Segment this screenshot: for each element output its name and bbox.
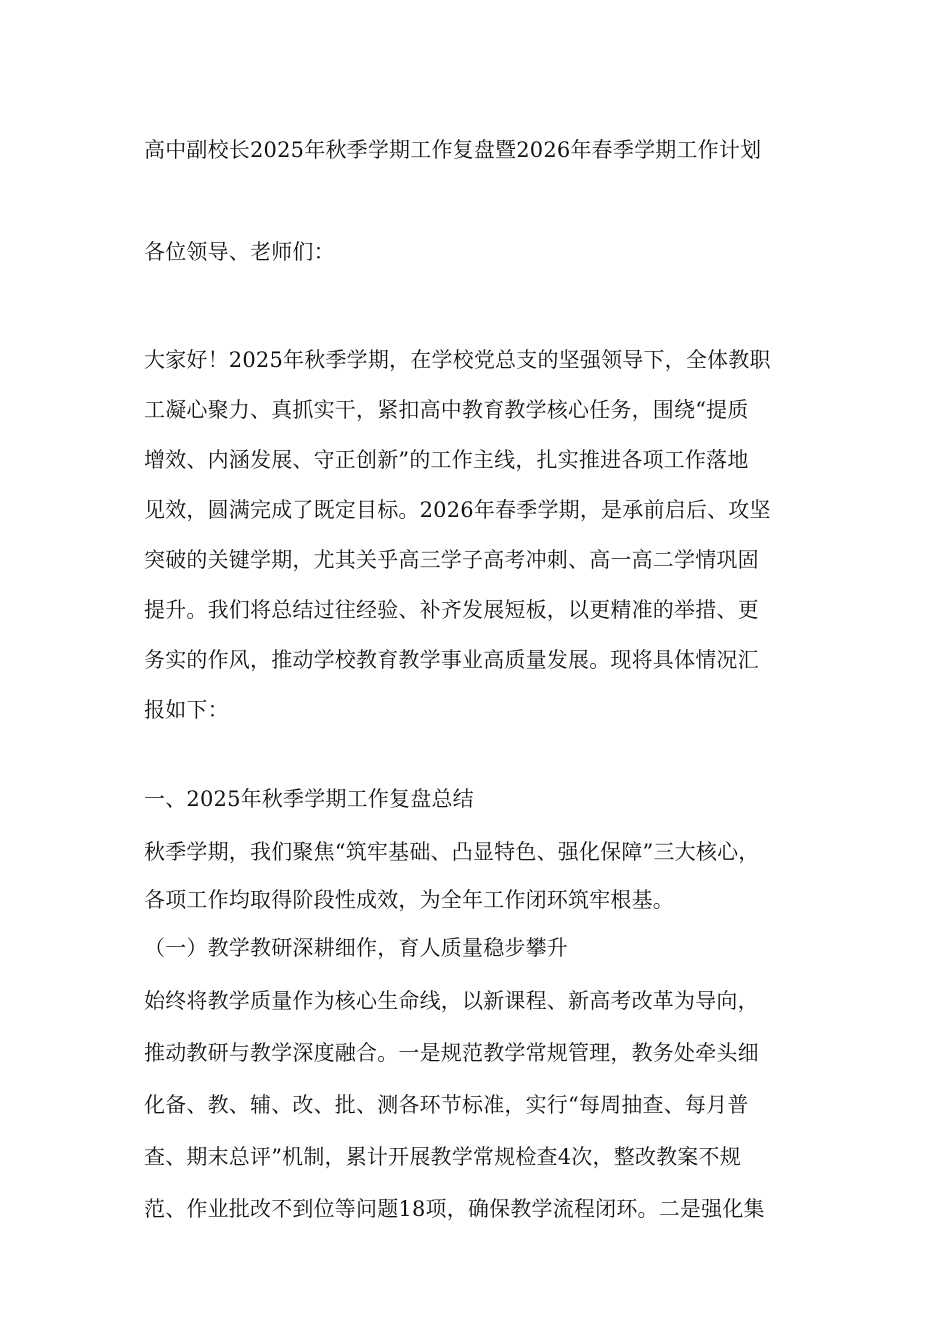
paragraph-line: 见效，圆满完成了既定目标。2026年春季学期，是承前启后、攻坚	[144, 498, 771, 522]
paragraph-line: 化备、教、辅、改、批、测各环节标准，实行“每周抽查、每月普	[144, 1093, 749, 1117]
paragraph-line: 查、期末总评”机制，累计开展教学常规检查4次，整改教案不规	[144, 1145, 741, 1169]
paragraph-line: 工凝心聚力、真抓实干，紧扣高中教育教学核心任务，围绕“提质	[144, 398, 749, 422]
intro-paragraph	[144, 335, 834, 735]
paragraph-line: 突破的关键学期，尤其关乎高三学子高考冲刺、高一高二学情巩固	[144, 548, 759, 572]
section-heading: 一、2025年秋季学期工作复盘总结	[144, 787, 474, 811]
subsection-heading: （一）教学教研深耕细作，育人质量稳步攀升	[144, 936, 568, 960]
paragraph-line: 始终将教学质量作为核心生命线，以新课程、新高考改革为导向，	[144, 989, 759, 1013]
salutation: 各位领导、老师们：	[144, 240, 335, 264]
document-title: 高中副校长2025年秋季学期工作复盘暨2026年春季学期工作计划	[144, 138, 762, 162]
paragraph-line: 范、作业批改不到位等问题18项，确保教学流程闭环。二是强化集	[144, 1197, 765, 1221]
paragraph-line: 推动教研与教学深度融合。一是规范教学常规管理，教务处牵头细	[144, 1041, 759, 1065]
paragraph-line: 报如下：	[144, 698, 229, 722]
paragraph-line: 务实的作风，推动学校教育教学事业高质量发展。现将具体情况汇	[144, 648, 759, 672]
subsection-paragraph	[144, 975, 834, 1235]
paragraph-line: 秋季学期，我们聚焦“筑牢基础、凸显特色、强化保障”三大核心，	[144, 840, 760, 864]
paragraph-line: 提升。我们将总结过往经验、补齐发展短板，以更精准的举措、更	[144, 598, 759, 622]
section-paragraph	[144, 828, 834, 924]
paragraph-line: 增效、内涵发展、守正创新”的工作主线，扎实推进各项工作落地	[144, 448, 749, 472]
paragraph-line: 大家好！2025年秋季学期，在学校党总支的坚强领导下，全体教职	[144, 348, 771, 372]
paragraph-line: 各项工作均取得阶段性成效，为全年工作闭环筑牢根基。	[144, 888, 674, 912]
